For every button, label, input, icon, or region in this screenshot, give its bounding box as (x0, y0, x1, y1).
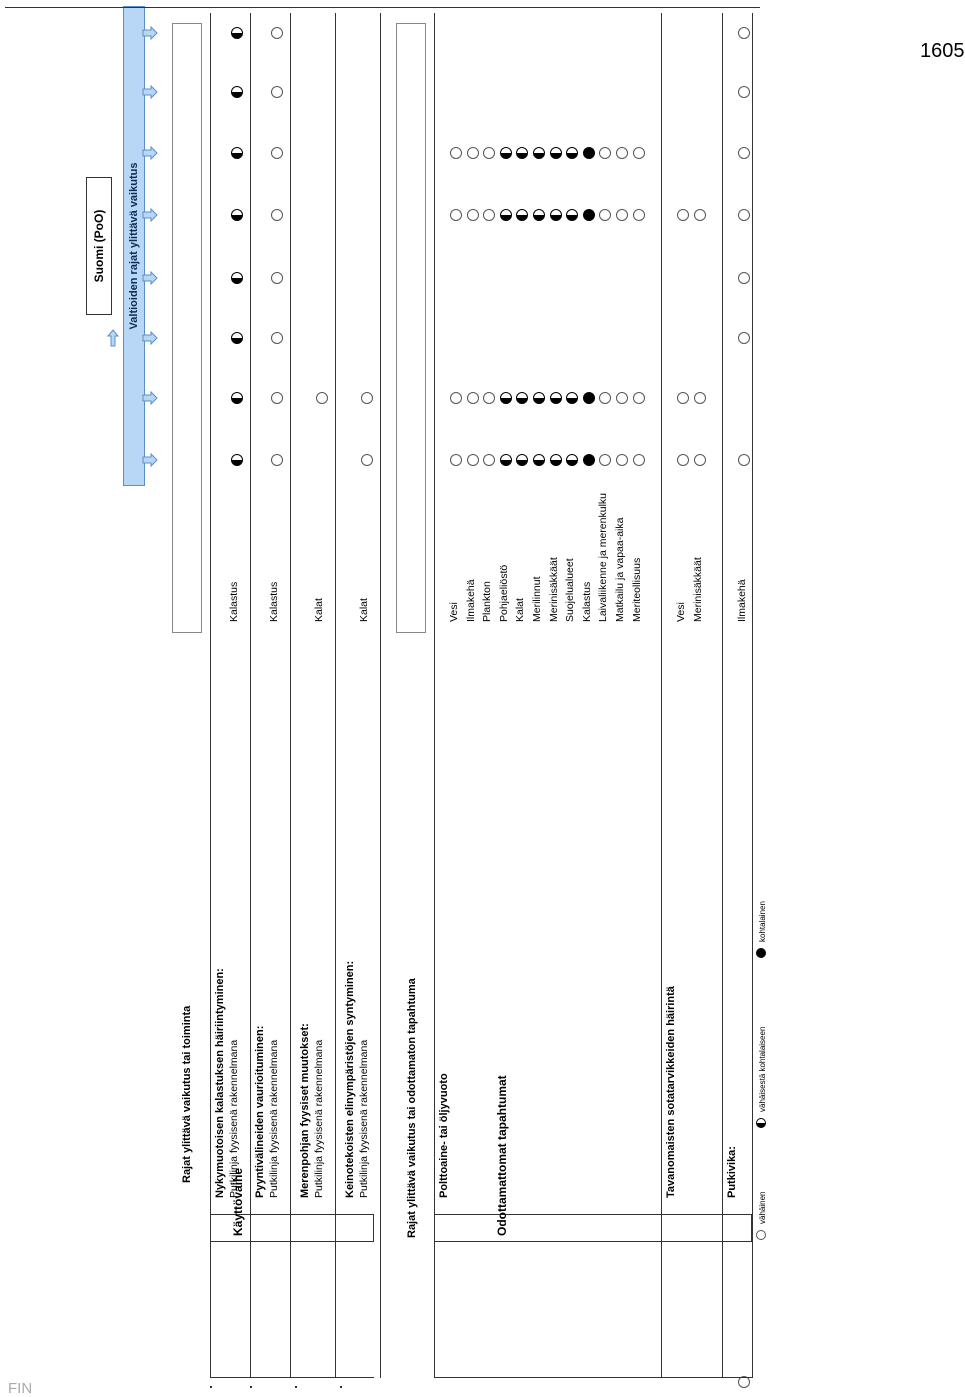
impact-level-icon (616, 209, 628, 221)
impact-level-icon (738, 209, 750, 221)
impact-level-icon (694, 454, 706, 466)
impact-level-icon (566, 454, 578, 466)
impact-level-icon (450, 454, 462, 466)
row-label: Suojelualueet (564, 558, 577, 622)
entry-title: Keinotekoisten elinympäristöjen syntyminen: (344, 960, 356, 1198)
row-label: Laivaliikenne ja merenkulku (597, 493, 610, 622)
row-label: Kalat (313, 598, 325, 622)
operation-entry-box (250, 1386, 252, 1388)
impact-level-icon (738, 147, 750, 159)
legend-full-icon (756, 948, 766, 958)
row-label: Ilmakehä (464, 579, 477, 622)
impact-level-icon (361, 454, 373, 466)
operation-title-box (172, 23, 202, 633)
impact-level-icon (599, 209, 611, 221)
impact-level-icon (583, 392, 595, 404)
impact-level-icon (550, 392, 562, 404)
impact-level-icon (633, 392, 645, 404)
impact-level-icon (231, 86, 243, 98)
language-code: FIN (8, 1380, 33, 1397)
impact-level-icon (533, 392, 545, 404)
legend-half-icon (756, 1118, 766, 1128)
impact-level-icon (231, 454, 243, 466)
operation-entry-box (295, 1386, 297, 1388)
group-title: Tavanomaisten sotatarvikkeiden häirintä (665, 986, 678, 1198)
entry-subtitle: Putkilinja fyysisenä rakennelmana (313, 1039, 325, 1198)
impact-level-icon (271, 392, 283, 404)
operation-entry-box (340, 1386, 342, 1388)
row-label: Pohjaeliöstö (497, 564, 510, 622)
impact-level-icon (231, 147, 243, 159)
impact-level-icon (231, 272, 243, 284)
impact-level-icon (694, 392, 706, 404)
origin-country-box: Suomi (PoO) (86, 177, 112, 315)
impact-level-icon (583, 454, 595, 466)
row-label: Kalat (358, 598, 370, 622)
accident-ylabel: Odottamattomat tapahtumat (495, 1075, 509, 1236)
impact-level-icon (483, 454, 495, 466)
impact-level-icon (566, 147, 578, 159)
impact-level-icon (516, 392, 528, 404)
impact-level-icon (738, 332, 750, 344)
row-label: Ilmakehä (736, 579, 749, 622)
impact-level-icon (738, 454, 750, 466)
operation-left-rule (210, 1377, 374, 1378)
impact-level-icon (633, 147, 645, 159)
impact-level-icon (467, 454, 479, 466)
impact-level-icon (516, 454, 528, 466)
accident-bottom-rule (752, 13, 753, 1378)
operation-ylabel: Käyttövaihe (231, 1167, 245, 1236)
operation-entry-box (210, 1386, 212, 1388)
impact-level-icon (677, 392, 689, 404)
impact-level-icon (231, 209, 243, 221)
entry-subtitle: Putkilinja fyysisenä rakennelmana (268, 1039, 280, 1198)
impact-level-icon (583, 209, 595, 221)
impact-level-icon (738, 86, 750, 98)
impact-level-icon (231, 392, 243, 404)
impact-level-icon (467, 147, 479, 159)
legend-none-icon (756, 1230, 766, 1240)
impact-level-icon (550, 209, 562, 221)
down-arrow-icon (143, 454, 157, 466)
row-label: Plankton (481, 581, 494, 622)
impact-level-icon (361, 392, 373, 404)
impact-level-icon (467, 209, 479, 221)
impact-level-icon (271, 209, 283, 221)
impact-level-icon (599, 147, 611, 159)
down-arrow-icon (143, 392, 157, 404)
page-number: 1605 (920, 40, 965, 62)
impact-level-icon (271, 147, 283, 159)
impact-level-icon (533, 454, 545, 466)
impact-level-icon (271, 454, 283, 466)
entry-title: Merenpohjan fyysiset muutokset: (299, 1023, 311, 1198)
entry-divider (335, 13, 336, 1378)
legend-label: vähäinen (758, 1191, 767, 1224)
right-border (5, 7, 760, 8)
impact-level-icon (633, 209, 645, 221)
impact-level-icon (483, 209, 495, 221)
down-arrow-icon (143, 86, 157, 98)
impact-level-icon (633, 454, 645, 466)
impact-level-icon (231, 27, 243, 39)
row-label: Kalat (514, 598, 527, 622)
impact-level-icon (738, 272, 750, 284)
row-label: Kalastus (268, 581, 280, 622)
impact-level-icon (677, 454, 689, 466)
row-label: Vesi (675, 602, 688, 622)
impact-level-icon (738, 27, 750, 39)
group-top-rule (661, 13, 662, 1378)
group-top-rule (722, 13, 723, 1378)
accident-title-box (396, 23, 426, 633)
impact-level-icon (500, 147, 512, 159)
impact-level-icon (616, 392, 628, 404)
impact-level-icon (599, 454, 611, 466)
operation-top-rule (210, 13, 211, 1378)
row-label: Vesi (448, 602, 460, 622)
row-label: Merinisäkkäät (691, 557, 704, 622)
down-arrow-icon (143, 209, 157, 221)
impact-level-icon (467, 392, 479, 404)
impact-level-icon (516, 209, 528, 221)
entry-subtitle: Putkilinja fyysisenä rakennelmana (228, 1039, 240, 1198)
legend-label: vähäisestä kohtalaiseen (758, 1026, 767, 1112)
row-label: Merinisäkkäät (547, 557, 560, 622)
impact-level-icon (483, 147, 495, 159)
entry-subtitle: Putkilinja fyysisenä rakennelmana (358, 1039, 370, 1198)
down-arrow-icon (143, 272, 157, 284)
group-title: Polttoaine- tai öljyvuoto (438, 1073, 450, 1198)
impact-level-icon (316, 392, 328, 404)
impact-level-icon (231, 332, 243, 344)
entry-divider (290, 13, 291, 1378)
impact-level-icon (271, 272, 283, 284)
impact-level-icon (516, 147, 528, 159)
entry-divider (380, 13, 381, 1378)
row-label: Matkailu ja vapaa-aika (614, 517, 626, 622)
impact-level-icon (616, 454, 628, 466)
row-label: Meriteollisuus (630, 557, 643, 622)
row-label: Merilinnut (531, 576, 543, 622)
group-title: Putkivika: (726, 1146, 739, 1198)
impact-level-icon (550, 454, 562, 466)
impact-level-icon (450, 392, 462, 404)
impact-level-icon (450, 209, 462, 221)
impact-level-icon (500, 209, 512, 221)
down-arrow-icon (143, 27, 157, 39)
impact-level-icon (694, 209, 706, 221)
group-top-rule (434, 13, 435, 1378)
impact-level-icon (599, 392, 611, 404)
legend-label: kohtalainen (758, 901, 767, 942)
entry-title: Pyyntivälineiden vaurioituminen: (254, 1025, 266, 1198)
impact-level-icon (271, 86, 283, 98)
impact-level-icon (583, 147, 595, 159)
row-label: Kalastus (228, 581, 240, 622)
impact-level-icon (533, 147, 545, 159)
impact-level-icon (566, 392, 578, 404)
impact-level-icon (483, 392, 495, 404)
down-arrow-icon (143, 147, 157, 159)
entry-divider (250, 13, 251, 1378)
arrow-icon (108, 330, 118, 346)
impact-level-icon (616, 147, 628, 159)
row-label: Kalastus (580, 581, 593, 622)
operation-ylabel-box (210, 1167, 374, 1242)
entry-title: Nykymuotoisen kalastuksen häiriintyminen: (214, 968, 226, 1198)
impact-level-icon (677, 209, 689, 221)
impact-level-icon (271, 27, 283, 39)
impact-level-icon (550, 147, 562, 159)
impact-level-icon (500, 392, 512, 404)
down-arrow-icon (143, 332, 157, 344)
impact-level-icon (450, 147, 462, 159)
transboundary-banner: Valtioiden rajat ylittävä vaikutus (123, 6, 145, 486)
impact-level-icon (500, 454, 512, 466)
impact-level-icon (533, 209, 545, 221)
accident-left-rule (434, 1377, 752, 1378)
accident-title: Rajat ylittävä vaikutus tai odottamaton tapahtuma (406, 978, 418, 1238)
operation-title: Rajat ylittävä vaikutus tai toiminta (181, 1005, 193, 1183)
impact-level-icon (271, 332, 283, 344)
impact-level-icon (566, 209, 578, 221)
